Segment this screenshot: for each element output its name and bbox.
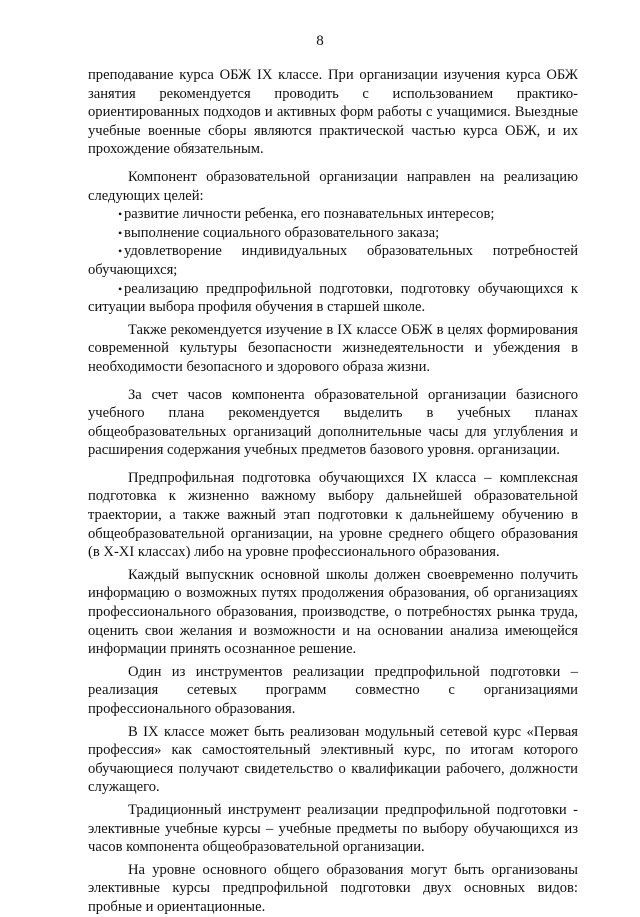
bullet-icon: • [118,225,123,240]
paragraph: Каждый выпускник основной школы должен своевременно получить информацию о возможных путях продолжения образования, об организациях профессионального образования, производстве, о потребностях рынка труда, оценить свои желания и возможности и на основании анализа имеющейся информации принять осознанное решение. [88,566,578,658]
paragraph: На уровне основного общего образования могут быть организованы элективные курсы предпрофильной подготовки двух основных видов: пробные и ориентационные. [88,861,578,915]
list-item: • удовлетворение индивидуальных образовательных потребностей обучающихся; [88,243,578,278]
paragraph: Предпрофильная подготовка обучающихся IX класса – комплексная подготовка к жизненно важному выбору дальнейшей образовательной траектории, а также важный этап подготовки к дальнейшему обучению в общеобразовательной организации, на уровне среднего общего образования (в X-XI классах) либо на уровне профессионального образования. [88,469,578,561]
paragraph: За счет часов компонента образовательной организации базисного учебного плана рекомендуется выделить в учебных планах общеобразовательных организаций дополнительные часы для углубления и расширения содержания учебных предметов базового уровня. организации. [88,386,578,459]
paragraph: Компонент образовательной организации направлен на реализацию следующих целей: [88,168,578,204]
paragraph: В IX классе может быть реализован модульный сетевой курс «Первая профессия» как самостоятельный элективный курс, по итогам которого обучающиеся получают свидетельство о квалификации рабочего, должности служащего. [88,723,578,796]
list-item: • развитие личности ребенка, его познавательных интересов; [118,206,495,223]
paragraph: преподавание курса ОБЖ IX классе. При организации изучения курса ОБЖ занятия рекомендуется проводить с использованием практико-ориентированных подходов и активных форм работы с учащимися. Выездные учебные военные сборы являются практической частью курса ОБЖ, и их прохождение обязательным. [88,67,578,158]
list-item: • выполнение социального образовательного заказа; [118,224,440,241]
bullet-icon: • [118,244,123,259]
goals-list [88,205,578,317]
paragraph: Традиционный инструмент реализации предпрофильной подготовки - элективные учебные курсы – учебные предметы по выбору обучающихся из часов компонента общеобразовательной организации. [88,801,578,856]
paragraph: Один из инструментов реализации предпрофильной подготовки – реализация сетевых программ совместно с организациями профессионального образования. [88,663,578,717]
bullet-icon: • [118,207,123,222]
list-item: • реализацию предпрофильной подготовки, подготовку обучающихся к ситуации выбора профиля обучения в старшей школе. [88,280,578,316]
document-body [88,66,578,917]
page-number: 8 [316,33,324,49]
bullet-icon: • [118,281,123,296]
paragraph: Также рекомендуется изучение в IX классе ОБЖ в целях формирования современной культуры безопасности жизнедеятельности и убеждения в необходимости безопасного и здорового образа жизни. [88,321,578,375]
